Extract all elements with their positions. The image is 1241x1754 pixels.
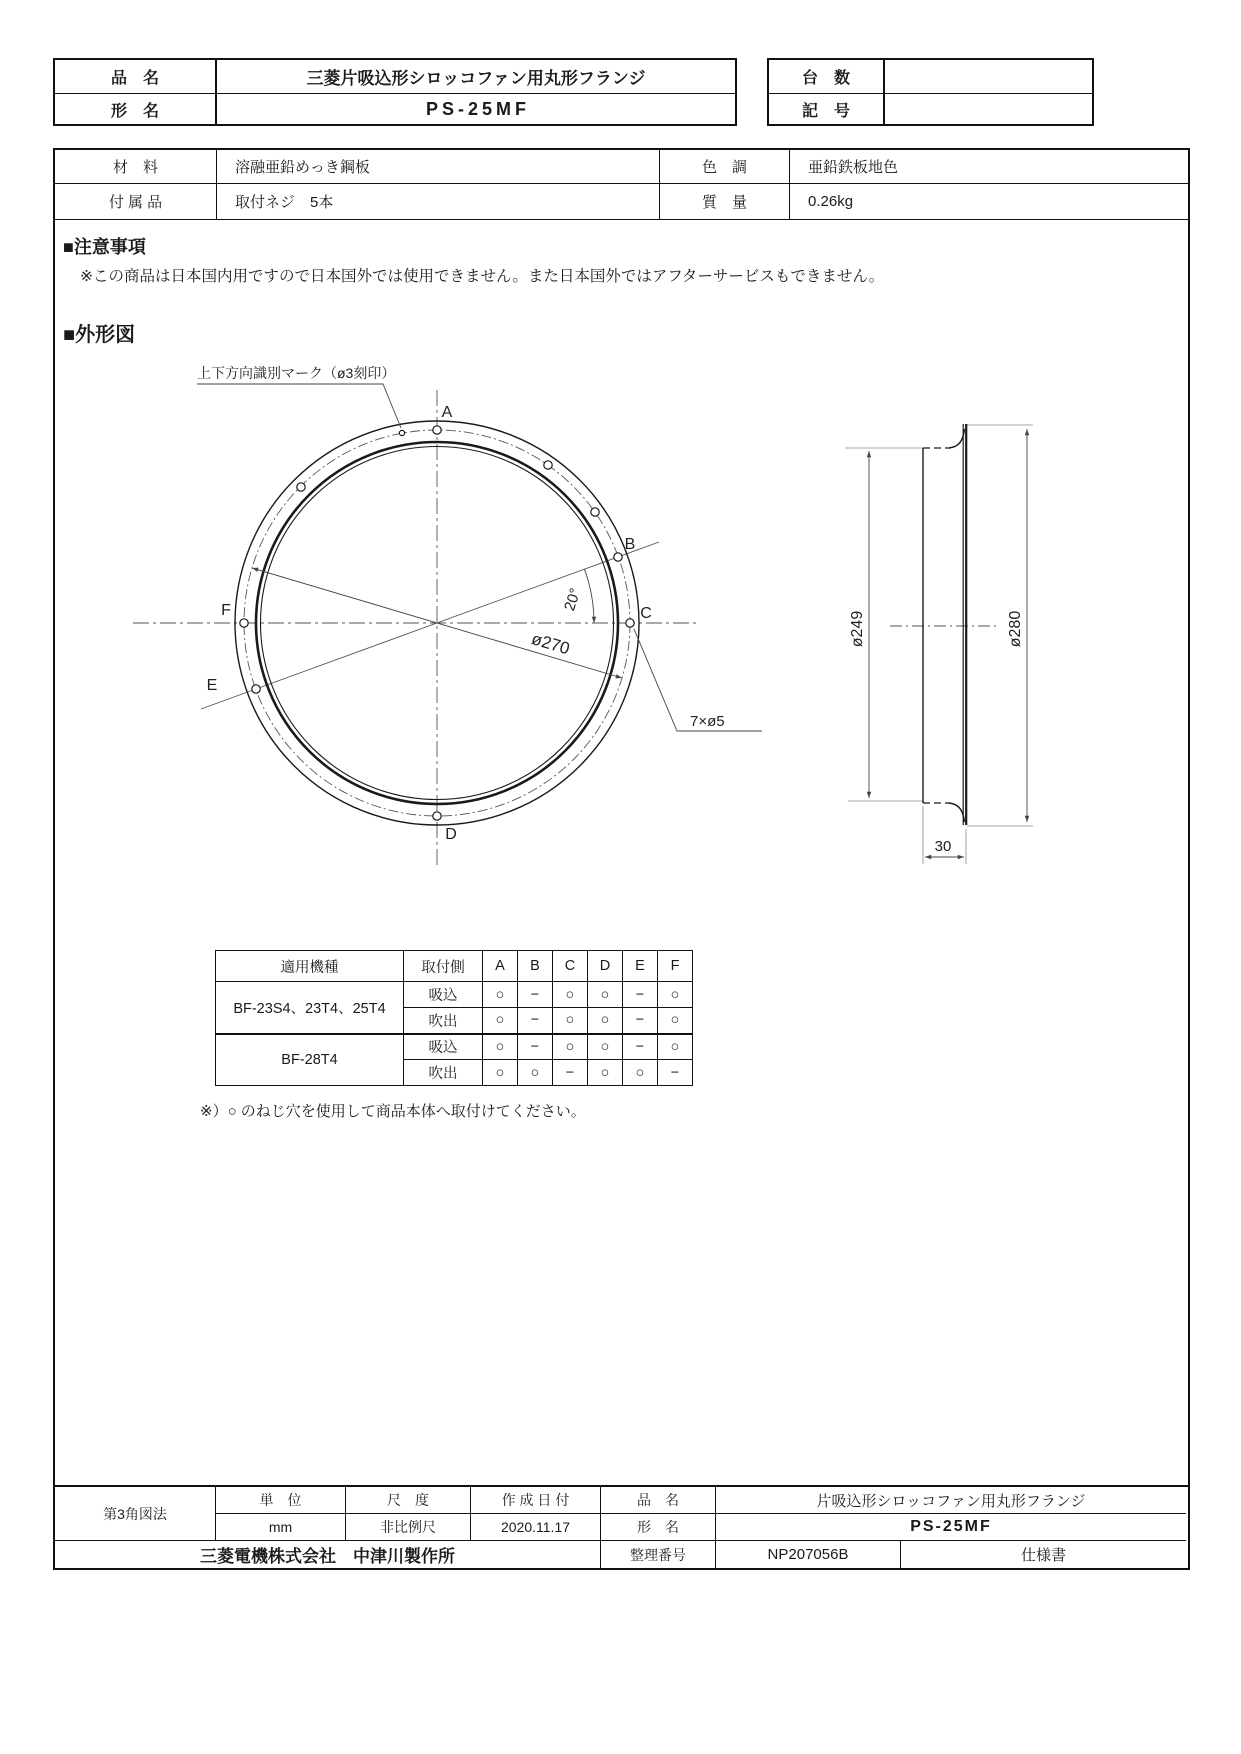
mark-cell: ○ <box>658 1008 693 1034</box>
unit-value: mm <box>215 1513 345 1540</box>
unit-label: 単 位 <box>215 1487 345 1513</box>
orientation-mark-text: 上下方向識別マーク（ø3刻印） <box>197 365 396 381</box>
model-group-1: BF-23S4、23T4、25T4 <box>216 982 404 1034</box>
side-dim-texts <box>849 611 1024 855</box>
orientation-mark-callout <box>197 365 401 428</box>
outline-drawing <box>53 330 1190 890</box>
holes-callout-text: 7×ø5 <box>690 713 725 730</box>
hole-c <box>626 619 634 627</box>
mark-cell: − <box>658 1060 693 1086</box>
qty-symbol-table <box>767 58 1094 126</box>
mark-cell: − <box>623 1034 658 1060</box>
symbol-label: 記 号 <box>769 93 885 124</box>
hole-label-d: D <box>445 826 457 843</box>
col-model: 適用機種 <box>216 951 404 982</box>
flange-side-profile <box>923 424 966 825</box>
notes-title: ■注意事項 <box>63 237 146 257</box>
side-cell: 吸込 <box>404 1034 483 1060</box>
mark-cell: ○ <box>588 1008 623 1034</box>
scale-label: 尺 度 <box>345 1487 470 1513</box>
orientation-mark-hole <box>399 430 404 435</box>
col-b: B <box>518 951 553 982</box>
col-d: D <box>588 951 623 982</box>
date-value: 2020.11.17 <box>470 1513 600 1540</box>
hole-d <box>433 812 441 820</box>
material-label: 材 料 <box>55 150 217 184</box>
mark-cell: − <box>518 1034 553 1060</box>
mass-value: 0.26kg <box>790 184 1188 220</box>
mark-cell: ○ <box>553 1034 588 1060</box>
footer-name-value: 片吸込形シロッコファン用丸形フランジ <box>715 1487 1186 1513</box>
table-row <box>216 982 693 1008</box>
accessory-value: 取付ネジ 5本 <box>217 184 660 220</box>
hole-label-a: A <box>441 404 453 421</box>
title-block <box>53 1485 1190 1570</box>
spec-table <box>55 150 1188 220</box>
hole-label-c: C <box>640 605 652 622</box>
refno-value: NP207056B <box>715 1540 900 1568</box>
mark-cell: − <box>553 1060 588 1086</box>
mark-cell: ○ <box>658 982 693 1008</box>
hole-f <box>240 619 248 627</box>
hole-b <box>614 553 622 561</box>
side-cell: 吸込 <box>404 982 483 1008</box>
mark-cell: ○ <box>483 982 518 1008</box>
hole-letters <box>207 404 652 843</box>
mark-cell: ○ <box>588 982 623 1008</box>
bolt-circle-dim-text: ø270 <box>529 629 572 659</box>
footer-model-label: 形 名 <box>600 1513 715 1540</box>
quantity-label: 台 数 <box>769 60 885 93</box>
mark-cell: ○ <box>623 1060 658 1086</box>
model-name-label: 形 名 <box>55 93 217 124</box>
notes-body: ※この商品は日本国内用ですので日本国外では使用できません。また日本国外ではアフターサービスもできません。 <box>80 268 885 285</box>
product-name-value: 三菱片吸込形シロッコファン用丸形フランジ <box>306 69 646 88</box>
hole-label-f: F <box>221 602 231 619</box>
footer-name-label: 品 名 <box>600 1487 715 1513</box>
quantity-value <box>885 60 1092 93</box>
mark-cell: − <box>623 1008 658 1034</box>
product-header-table <box>53 58 737 126</box>
angle-dimension <box>561 569 594 623</box>
mark-cell: ○ <box>483 1060 518 1086</box>
hole-upper-right-1 <box>544 461 552 469</box>
angle-dim-text: 20° <box>561 586 585 614</box>
side-cell: 吹出 <box>404 1060 483 1086</box>
outer-dia-text: ø280 <box>1007 610 1024 648</box>
projection-method: 第3角図法 <box>103 1505 167 1522</box>
mark-cell: ○ <box>483 1008 518 1034</box>
mark-cell: ○ <box>553 1008 588 1034</box>
depth-dim-text: 30 <box>934 838 952 855</box>
mark-cell: − <box>623 982 658 1008</box>
centerlines <box>133 390 700 866</box>
mark-cell: ○ <box>553 982 588 1008</box>
hole-label-e: E <box>206 677 218 694</box>
date-label: 作 成 日 付 <box>470 1487 600 1513</box>
mark-cell: − <box>518 982 553 1008</box>
inner-dia-text: ø249 <box>849 610 866 648</box>
table-row <box>216 1034 693 1060</box>
mark-cell: ○ <box>658 1034 693 1060</box>
model-group-2: BF-28T4 <box>216 1034 404 1086</box>
mass-label: 質 量 <box>660 184 790 220</box>
color-value: 亜鉛鉄板地色 <box>790 150 1188 184</box>
side-cell: 吹出 <box>404 1008 483 1034</box>
symbol-value <box>885 93 1092 124</box>
model-name-value: PS-25MF <box>217 93 735 124</box>
hole-e <box>252 685 260 693</box>
accessory-label: 付 属 品 <box>55 184 217 220</box>
outline-title: ■外形図 <box>63 324 136 346</box>
doc-type: 仕様書 <box>900 1540 1186 1568</box>
col-side: 取付側 <box>404 951 483 982</box>
col-f: F <box>658 951 693 982</box>
mark-cell: − <box>518 1008 553 1034</box>
refno-label: 整理番号 <box>600 1540 715 1568</box>
company-name: 三菱電機株式会社 中津川製作所 <box>55 1540 600 1568</box>
material-value: 溶融亜鉛めっき鋼板 <box>217 150 660 184</box>
application-table-note: ※）○ のねじ穴を使用して商品本体へ取付けてください。 <box>200 1103 586 1120</box>
app-table-header-row <box>216 951 693 982</box>
mark-cell: ○ <box>483 1034 518 1060</box>
hole-a <box>433 426 441 434</box>
extension-lines <box>845 425 1033 864</box>
mark-cell: ○ <box>518 1060 553 1086</box>
hole-upper-left <box>297 483 305 491</box>
scale-value: 非比例尺 <box>345 1513 470 1540</box>
footer-model-value: PS-25MF <box>715 1513 1186 1540</box>
product-name-label: 品 名 <box>55 60 217 93</box>
col-a: A <box>483 951 518 982</box>
hole-upper-right-2 <box>591 508 599 516</box>
application-table <box>215 950 693 1086</box>
color-label: 色 調 <box>660 150 790 184</box>
col-e: E <box>623 951 658 982</box>
holes-callout <box>634 629 762 731</box>
mark-cell: ○ <box>588 1034 623 1060</box>
mark-cell: ○ <box>588 1060 623 1086</box>
side-dimension-lines <box>869 429 1027 857</box>
hole-label-b: B <box>624 536 636 553</box>
col-c: C <box>553 951 588 982</box>
